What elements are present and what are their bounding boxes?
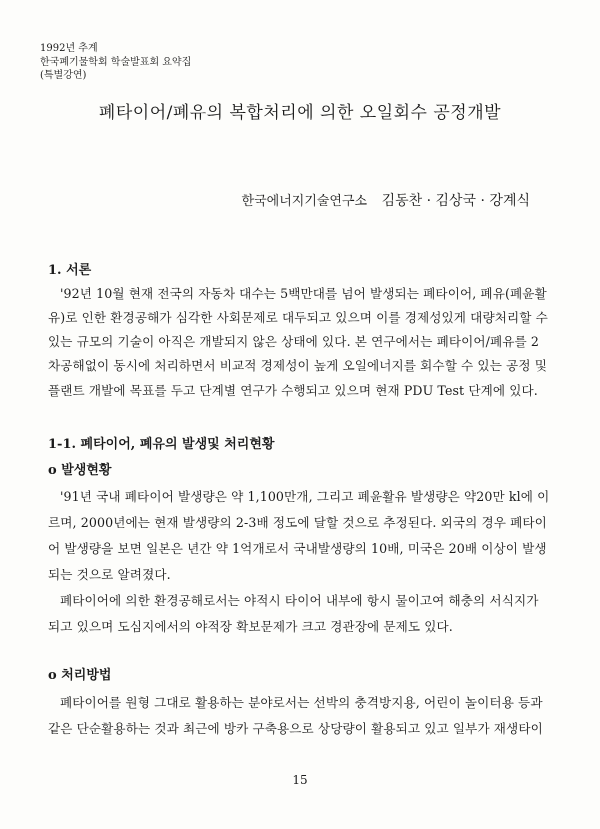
subsection-treatment-heading: o 처리방법 bbox=[48, 668, 112, 683]
occurrence-line: 폐타이어에 의한 환경공해로서는 야적시 타이어 내부에 항시 물이고여 해충의 서식지가 bbox=[60, 593, 539, 608]
treatment-line: 같은 단순활용하는 것과 최근에 방카 구축용으로 상당량이 활용되고 있고 일부가 재생타이 bbox=[48, 721, 543, 736]
section-1-line: '92년 10월 현재 전국의 자동차 대수는 5백만대를 넘어 발생되는 폐타이어, 폐유(폐윤활 bbox=[60, 286, 547, 301]
author-names: 김동찬 · 김상국 · 강계식 bbox=[381, 193, 530, 209]
section-1-line: 플랜트 개발에 목표를 두고 단계별 연구가 수행되고 있으며 현재 PDU Test 단계에 있다. bbox=[48, 383, 538, 398]
author-organization: 한국에너지기술연구소 bbox=[241, 194, 368, 209]
section-1-line: 차공해없이 동시에 처리하면서 비교적 경제성이 높게 오일에너지를 회수할 수 있는 공정 및 bbox=[48, 358, 547, 373]
occurrence-line: '91년 국내 폐타이어 발생량은 약 1,100만개, 그리고 폐윤활유 발생량은 약20만 kl에 이 bbox=[60, 489, 550, 504]
header-line-3: (특별강연) bbox=[40, 70, 87, 81]
treatment-line: 폐타이어를 원형 그대로 활용하는 분야로서는 선박의 충격방지용, 어린이 놀이터용 등과 bbox=[60, 695, 543, 710]
page-number: 15 bbox=[292, 773, 308, 787]
section-1-line: 유)로 인한 환경공해가 심각한 사회문제로 대두되고 있으며 이를 경제성있게 대량처리할 수 bbox=[48, 310, 548, 325]
section-1-heading: 1. 서론 bbox=[48, 263, 92, 278]
subsection-occurrence-heading: o 발생현황 bbox=[48, 463, 112, 478]
section-1-1-heading: 1-1. 폐타이어, 폐유의 발생및 처리현황 bbox=[48, 437, 275, 452]
header-line-2: 한국폐기물학회 학술발표회 요약집 bbox=[40, 56, 192, 68]
occurrence-line: 어 발생량을 보면 일본은 년간 약 1억개로서 국내발생량의 10배, 미국은 20배 이상이 발생 bbox=[48, 541, 547, 556]
occurrence-line: 되는 것으로 알려졌다. bbox=[48, 567, 171, 582]
document-title: 폐타이어/폐유의 복합처리에 의한 오일회수 공정개발 bbox=[98, 103, 502, 123]
header-line-1: 1992년 추계 bbox=[40, 43, 98, 54]
occurrence-line: 르며, 2000년에는 현재 발생량의 2-3배 정도에 달할 것으로 추정된다. 외국의 경우 폐타이 bbox=[48, 515, 547, 530]
header-block bbox=[40, 42, 191, 83]
section-1-line: 있는 규모의 기술이 아직은 개발되지 않은 상태에 있다. 본 연구에서는 폐타이어/폐유를 2 bbox=[48, 334, 539, 349]
occurrence-line: 되고 있으며 도심지에서의 야적장 확보문제가 크고 경관장에 문제도 있다. bbox=[48, 619, 453, 634]
authors-line bbox=[242, 190, 530, 210]
